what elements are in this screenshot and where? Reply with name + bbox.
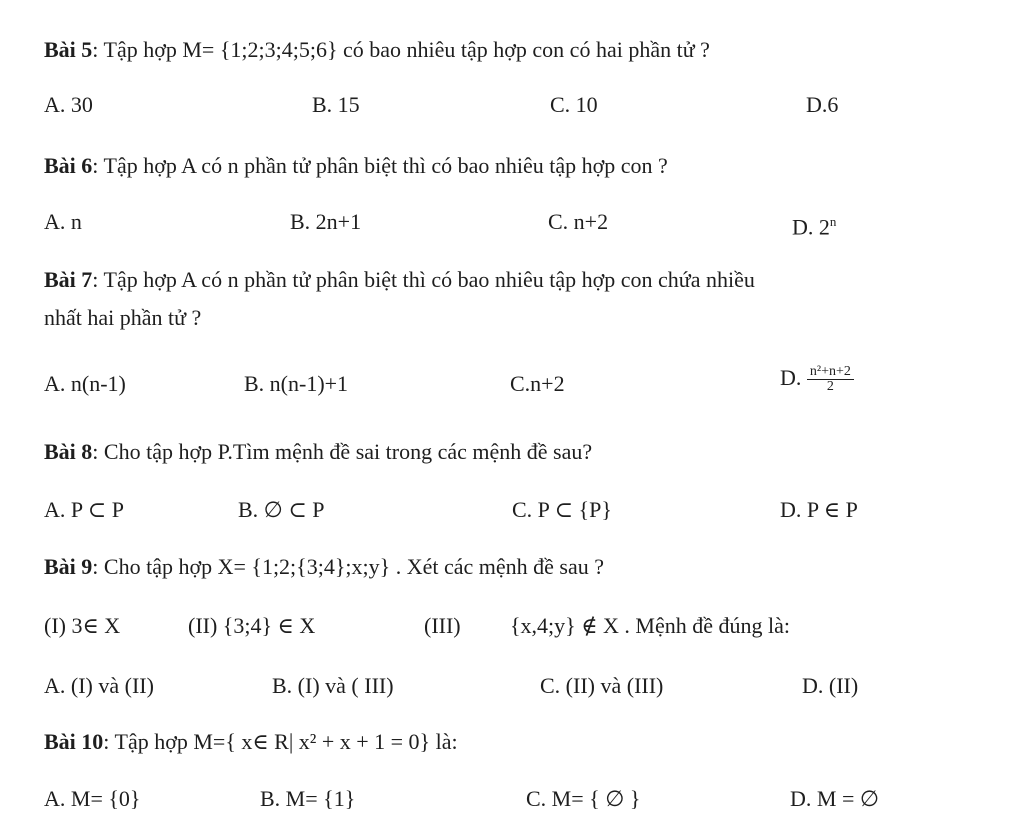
q9-statement-2: (II) {3;4} ∈ X [188, 613, 316, 638]
q6-option-b: B. 2n+1 [290, 209, 362, 234]
q6-option-c: C. n+2 [548, 209, 609, 234]
question-6-label: Bài 6 [44, 153, 93, 178]
q8-option-c: C. P ⊂ {P} [512, 497, 612, 522]
q9-statement-3: {x,4;y} ∉ X . Mệnh đề đúng là: [510, 613, 790, 638]
q6-option-a: A. n [44, 209, 82, 234]
q7-option-d-letter: D. [780, 365, 802, 390]
q8-option-a: A. P ⊂ P [44, 497, 124, 522]
q6-option-d-exponent: n [829, 214, 837, 229]
question-9 [44, 553, 1004, 581]
q5-option-c: C. 10 [550, 92, 598, 117]
q8-option-d: D. P ∈ P [780, 497, 858, 522]
q5-option-d: D.6 [806, 92, 839, 117]
question-6 [44, 152, 1004, 180]
q5-option-b: B. 15 [312, 92, 360, 117]
question-7-label: Bài 7 [44, 267, 93, 292]
q7-option-c: C.n+2 [510, 371, 565, 396]
question-9-text: : Cho tập hợp X= {1;2;{3;4};x;y} . Xét các mệnh đề sau ? [92, 554, 604, 579]
question-10 [44, 728, 1004, 756]
q9-option-b: B. (I) và ( III) [272, 673, 394, 698]
question-8-label: Bài 8 [44, 439, 93, 464]
question-8 [44, 438, 1004, 466]
q10-option-d: D. M = ∅ [790, 786, 880, 811]
q6-option-d-base: D. 2 [792, 214, 830, 240]
question-10-text: : Tập hợp M={ x∈ R| x² + x + 1 = 0} là: [103, 729, 458, 754]
q9-option-a: A. (I) và (II) [44, 673, 154, 698]
fraction-denominator: 2 [826, 379, 834, 395]
fraction-numerator: n²+n+2 [807, 365, 854, 380]
question-6-text: : Tập hợp A có n phần tử phân biệt thì có bao nhiêu tập hợp con ? [92, 153, 668, 178]
question-9-label: Bài 9 [44, 554, 93, 579]
q9-statement-3-label: (III) [424, 613, 461, 638]
q5-option-a: A. 30 [44, 92, 93, 117]
question-10-label: Bài 10 [44, 729, 104, 754]
question-5-text: : Tập hợp M= {1;2;3;4;5;6} có bao nhiêu tập hợp con có hai phần tử ? [92, 37, 710, 62]
question-5-label: Bài 5 [44, 37, 93, 62]
q7-option-a: A. n(n-1) [44, 371, 126, 396]
question-7 [44, 266, 1004, 294]
question-7-text: : Tập hợp A có n phần tử phân biệt thì có bao nhiêu tập hợp con chứa nhiều [92, 267, 755, 292]
q10-option-c: C. M= { ∅ } [526, 786, 641, 811]
q8-option-b: B. ∅ ⊂ P [238, 497, 325, 522]
q10-option-a: A. M= {0} [44, 786, 141, 811]
q7-option-b: B. n(n-1)+1 [244, 371, 349, 396]
q6-option-d [792, 208, 836, 241]
q9-option-c: C. (II) và (III) [540, 673, 664, 698]
question-5 [44, 36, 1004, 64]
q9-statement-1: (I) 3∈ X [44, 613, 121, 638]
question-8-text: : Cho tập hợp P.Tìm mệnh đề sai trong các mệnh đề sau? [92, 439, 593, 464]
q7-option-d [780, 364, 854, 394]
q7-option-d-fraction [807, 365, 854, 394]
question-7-text-continued: nhất hai phần tử ? [44, 305, 202, 330]
q10-option-b: B. M= {1} [260, 786, 356, 811]
q9-option-d: D. (II) [802, 673, 859, 698]
